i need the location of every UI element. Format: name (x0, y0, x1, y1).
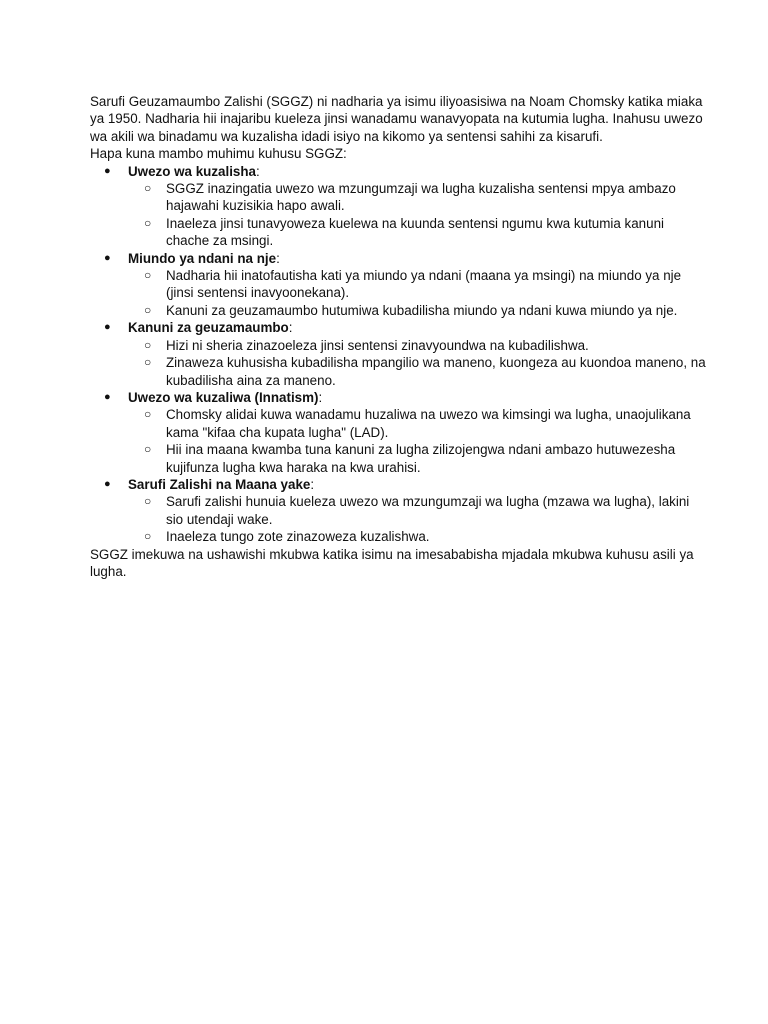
list-item (144, 354, 708, 389)
intro-paragraph: Sarufi Geuzamaumbo Zalishi (SGGZ) ni nadharia ya isimu iliyoasisiwa na Noam Chomsky katika miaka ya 1950. Nadharia hii inajaribu kueleza jinsi wanadamu wanavyopata na kutumia lugha. Inahusu uwezo wa akili wa binadamu wa kuzalisha idadi isiyo na kikomo ya sentensi sahihi za kisarufi. (90, 94, 703, 144)
sub-points-list (128, 337, 708, 389)
list-item (90, 163, 708, 250)
list-item (90, 250, 708, 320)
circle-bullet-icon: ○ (144, 302, 152, 317)
bullet-icon: ● (104, 390, 111, 403)
circle-bullet-icon: ○ (144, 442, 152, 457)
term-colon: : (288, 320, 293, 336)
sub-points-list (128, 180, 708, 250)
term-colon: : (276, 250, 280, 266)
section-term: Uwezo wa kuzaliwa (Innatism) (128, 389, 319, 405)
term-colon: : (256, 163, 260, 179)
sub-point-text: Hizi ni sheria zinazoeleza jinsi sentensi zinavyoundwa na kubadilishwa. (166, 337, 589, 353)
circle-bullet-icon: ○ (144, 529, 152, 544)
list-item (90, 389, 708, 476)
list-item (144, 337, 708, 354)
key-points-list (90, 163, 708, 546)
bullet-icon: ● (104, 321, 111, 334)
sub-points-list (128, 493, 708, 545)
lead-sentence: Hapa kuna mambo muhimu kuhusu SGGZ: (90, 146, 347, 162)
section-term: Uwezo wa kuzalisha (128, 163, 256, 179)
sub-point-text: Zinaweza kuhusisha kubadilisha mpangilio wa maneno, kuongeza au kuondoa maneno, na kubadilisha aina za maneno. (166, 355, 706, 388)
circle-bullet-icon: ○ (144, 337, 152, 352)
section-term: Miundo ya ndani na nje (128, 250, 277, 266)
section-term: Sarufi Zalishi na Maana yake (128, 476, 311, 492)
term-colon: : (310, 476, 315, 492)
circle-bullet-icon: ○ (144, 268, 152, 283)
sub-point-text: Nadharia hii inatofautisha kati ya miundo ya ndani (maana ya msingi) na miundo ya nje (jinsi sentensi inavyoonekana). (166, 268, 682, 301)
section-term: Kanuni za geuzamaumbo (128, 320, 289, 336)
circle-bullet-icon: ○ (144, 181, 152, 196)
list-item (144, 528, 708, 545)
circle-bullet-icon: ○ (144, 355, 152, 370)
list-item (90, 319, 708, 389)
list-item (144, 302, 708, 319)
conclusion-paragraph: SGGZ imekuwa na ushawishi mkubwa katika isimu na imesababisha mjadala mkubwa kuhusu asili ya lugha. (90, 546, 694, 579)
list-item (144, 267, 708, 302)
sub-point-text: Chomsky alidai kuwa wanadamu huzaliwa na uwezo wa kimsingi wa lugha, unaojulikana kama "kifaa cha kupata lugha" (LAD). (166, 407, 691, 440)
sub-point-text: Inaeleza jinsi tunavyoweza kuelewa na kuunda sentensi ngumu kwa kutumia kanuni chache za msingi. (166, 215, 664, 249)
list-item (144, 180, 708, 215)
list-item (90, 476, 708, 546)
bullet-icon: ● (104, 477, 111, 490)
sub-points-list (128, 406, 708, 476)
term-colon: : (318, 389, 323, 405)
sub-point-text: SGGZ inazingatia uwezo wa mzungumzaji wa lugha kuzalisha sentensi mpya ambazo hajawahi kuzisikia hapo awali. (166, 181, 676, 214)
list-item (144, 215, 708, 250)
sub-points-list (128, 267, 708, 319)
list-item (144, 441, 708, 476)
circle-bullet-icon: ○ (144, 407, 152, 422)
sub-point-text: Sarufi zalishi hunuia kueleza uwezo wa mzungumzaji wa lugha (mzawa wa lugha), lakini sio utendaji wake. (166, 494, 690, 527)
list-item (144, 406, 708, 441)
circle-bullet-icon: ○ (144, 494, 152, 509)
bullet-icon: ● (104, 164, 111, 177)
sub-point-text: Inaeleza tungo zote zinazoweza kuzalishwa. (166, 529, 430, 545)
sub-point-text: Kanuni za geuzamaumbo hutumiwa kubadilisha miundo ya ndani kuwa miundo ya nje. (166, 302, 678, 318)
bullet-icon: ● (104, 251, 111, 264)
circle-bullet-icon: ○ (144, 215, 152, 230)
sub-point-text: Hii ina maana kwamba tuna kanuni za lugha zilizojengwa ndani ambazo hutuwezesha kujifunza lugha kwa haraka na kwa urahisi. (166, 442, 676, 475)
list-item (144, 493, 708, 528)
